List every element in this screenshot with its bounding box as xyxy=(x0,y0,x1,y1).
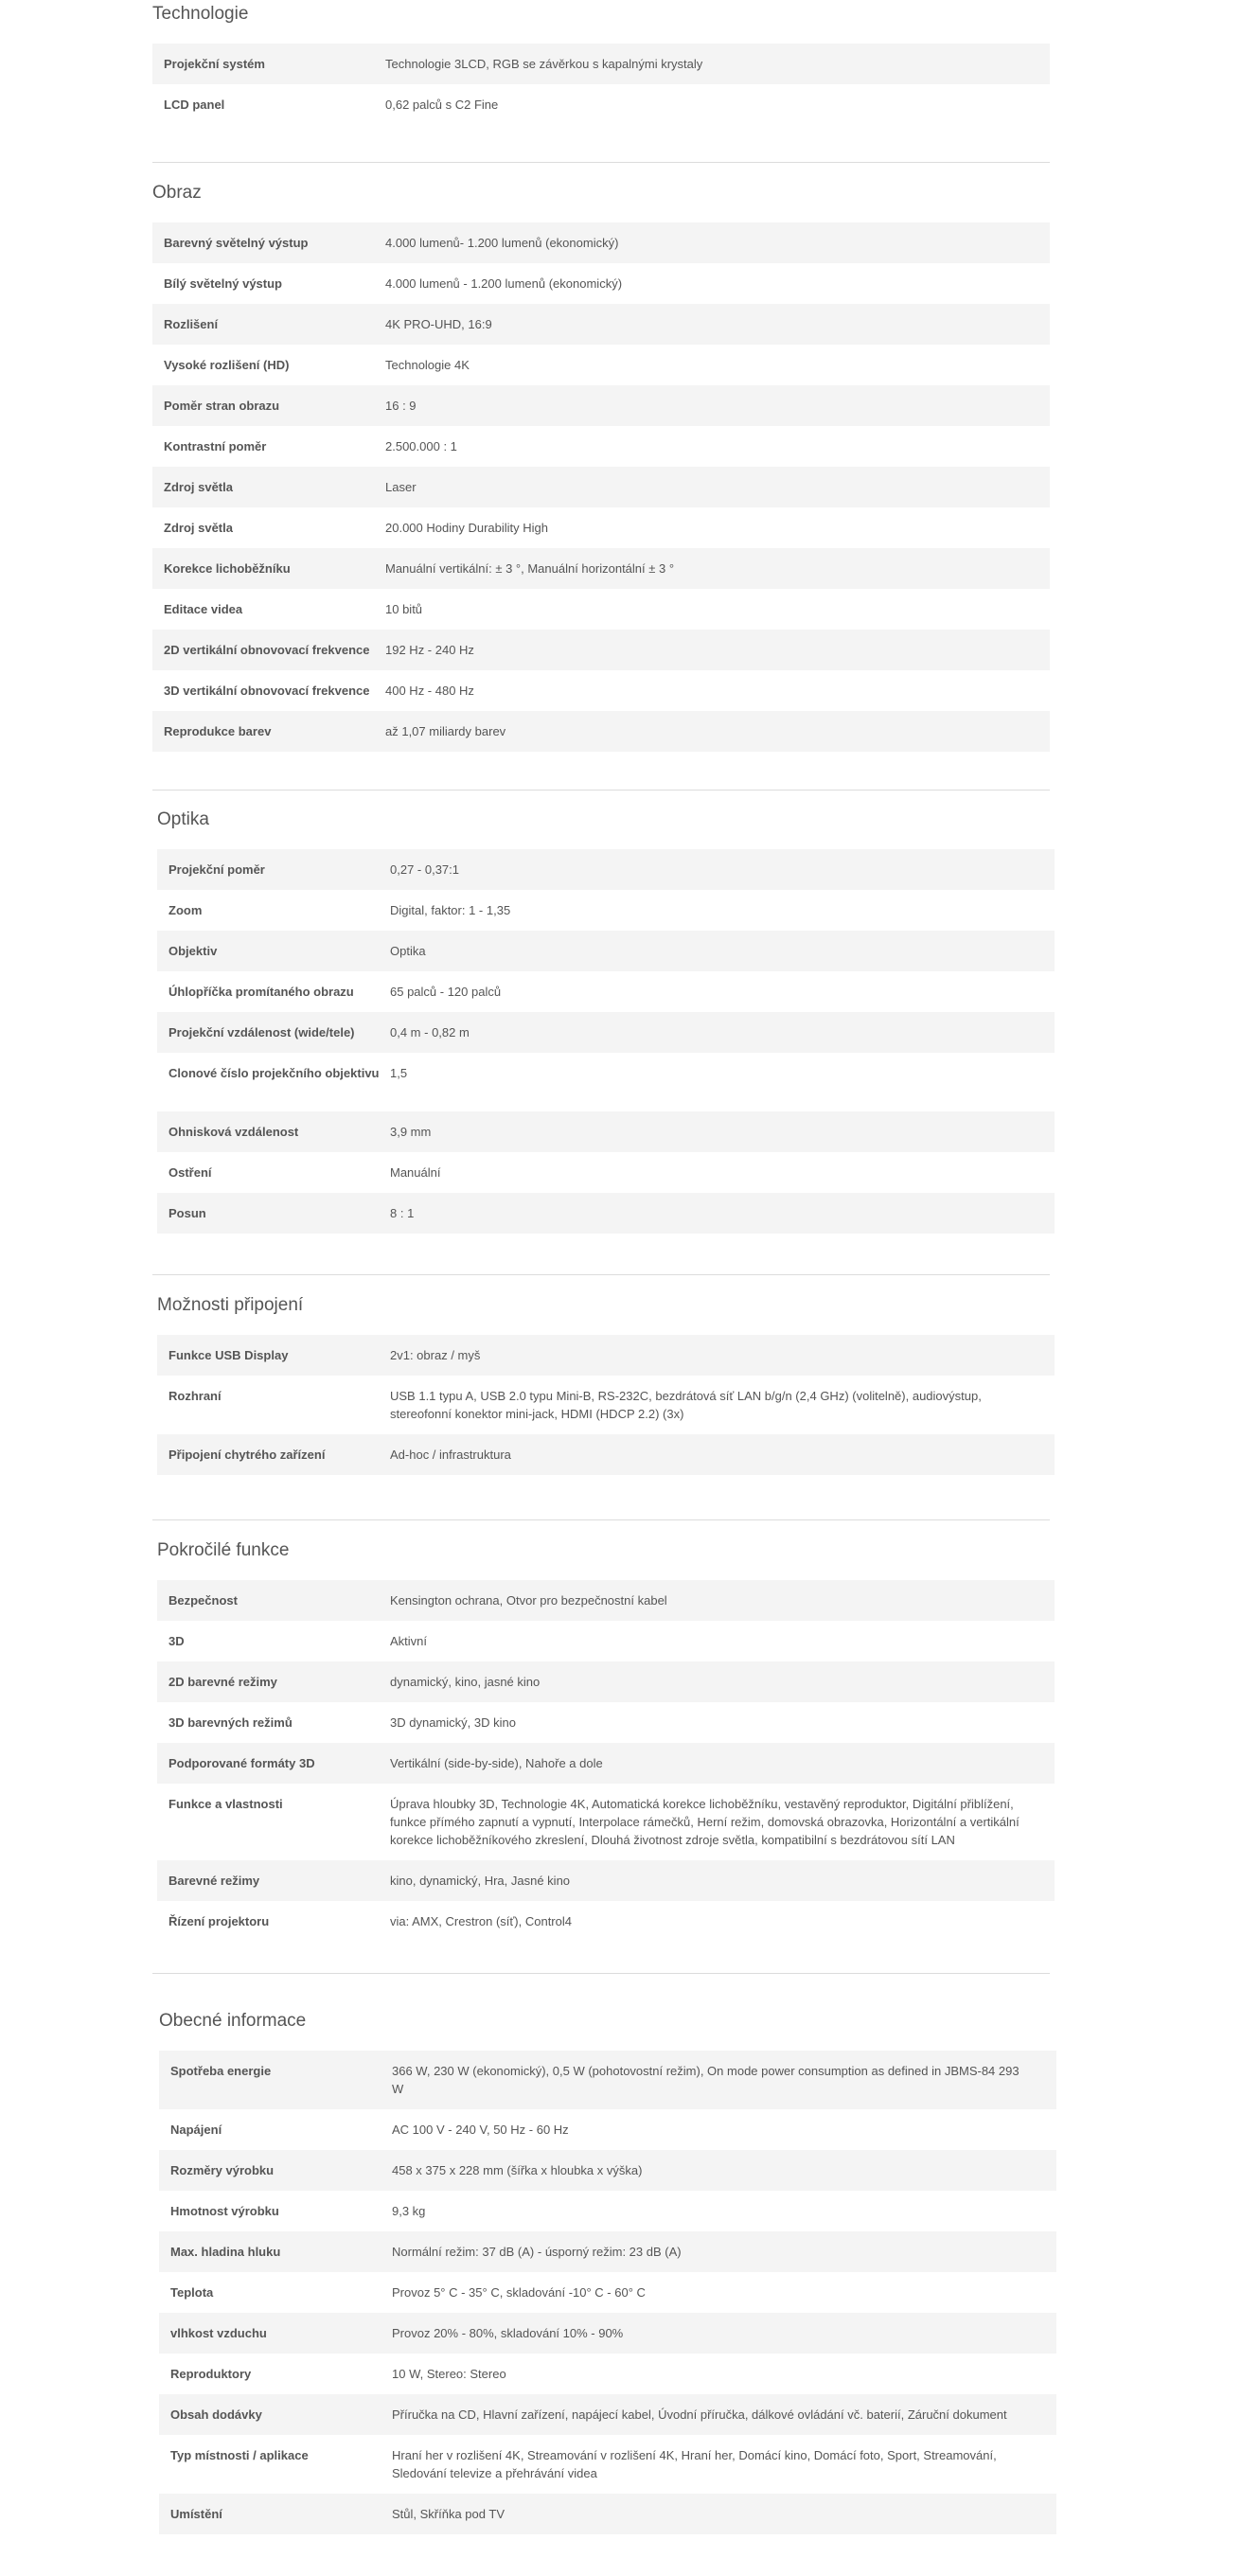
spec-value: 4K PRO-UHD, 16:9 xyxy=(385,317,492,331)
spec-row xyxy=(159,2272,1056,2313)
spec-value: 458 x 375 x 228 mm (šířka x hloubka x výška) xyxy=(392,2163,643,2177)
spec-value: 3,9 mm xyxy=(390,1125,432,1139)
spec-value: Ad-hoc / infrastruktura xyxy=(390,1448,511,1462)
spec-value: Kensington ochrana, Otvor pro bezpečnostní kabel xyxy=(390,1593,667,1608)
spec-row xyxy=(157,1434,1055,1475)
spec-value: USB 1.1 typu A, USB 2.0 typu Mini-B, RS-232C, bezdrátová síť LAN b/g/n (2,4 GHz) (volitelně), audiovýstup, stereofonní konektor mini-jack, HDMI (HDCP 2.2) (3x) xyxy=(390,1389,982,1421)
spec-value: 10 bitů xyxy=(385,602,423,616)
spec-label: Funkce USB Display xyxy=(168,1348,289,1362)
spec-row xyxy=(157,1901,1055,1942)
spec-row xyxy=(152,467,1050,507)
spec-row xyxy=(152,711,1050,752)
spec-row xyxy=(159,2494,1056,2534)
spec-row xyxy=(157,1784,1055,1860)
spec-label: Bezpečnost xyxy=(168,1593,238,1608)
spec-label: Připojení chytrého zařízení xyxy=(168,1448,326,1462)
spec-row xyxy=(152,222,1050,263)
spec-value: Příručka na CD, Hlavní zařízení, napájecí kabel, Úvodní příručka, dálkové ovládání vč. baterií, Záruční dokument xyxy=(392,2407,1007,2422)
spec-row xyxy=(157,1193,1055,1234)
spec-row xyxy=(152,507,1050,548)
section-divider xyxy=(152,1274,1050,1275)
spec-label: Rozlišení xyxy=(164,317,219,331)
spec-label: Rozhraní xyxy=(168,1389,222,1403)
spec-value: až 1,07 miliardy barev xyxy=(385,724,506,738)
spec-label: 2D vertikální obnovovací frekvence xyxy=(164,643,370,657)
spec-row xyxy=(157,1111,1055,1152)
spec-label: Korekce lichoběžníku xyxy=(164,561,291,576)
spec-value: 8 : 1 xyxy=(390,1206,415,1220)
spec-value: 3D dynamický, 3D kino xyxy=(390,1715,516,1730)
spec-label: Kontrastní poměr xyxy=(164,439,267,453)
spec-value: 10 W, Stereo: Stereo xyxy=(392,2367,506,2381)
spec-label: Spotřeba energie xyxy=(170,2064,272,2078)
spec-row xyxy=(157,971,1055,1012)
spec-label: 3D xyxy=(168,1634,185,1648)
spec-label: 2D barevné režimy xyxy=(168,1675,277,1689)
spec-table xyxy=(157,1335,1055,1475)
spec-row xyxy=(157,1860,1055,1901)
spec-value: AC 100 V - 240 V, 50 Hz - 60 Hz xyxy=(392,2123,569,2137)
spec-label: Posun xyxy=(168,1206,206,1220)
spec-row xyxy=(157,1053,1055,1111)
spec-value: 4.000 lumenů- 1.200 lumenů (ekonomický) xyxy=(385,236,619,250)
spec-label: Max. hladina hluku xyxy=(170,2245,281,2259)
spec-label: Teplota xyxy=(170,2285,214,2300)
spec-row xyxy=(159,2313,1056,2354)
spec-table xyxy=(157,1580,1055,1942)
spec-row xyxy=(157,1152,1055,1193)
spec-label: Barevné režimy xyxy=(168,1874,260,1888)
spec-row xyxy=(157,1376,1055,1434)
section-title: Obraz xyxy=(152,183,202,203)
spec-row xyxy=(159,2435,1056,2494)
spec-row xyxy=(152,84,1050,125)
section-title: Pokročilé funkce xyxy=(157,1540,290,1560)
spec-label: Projekční poměr xyxy=(168,862,265,877)
section-divider xyxy=(152,790,1050,791)
spec-row xyxy=(157,1621,1055,1661)
spec-label: Clonové číslo projekčního objektivu xyxy=(168,1066,380,1080)
spec-label: Napájení xyxy=(170,2123,222,2137)
spec-row xyxy=(159,2191,1056,2231)
spec-label: Reproduktory xyxy=(170,2367,252,2381)
spec-row xyxy=(159,2150,1056,2191)
spec-row xyxy=(159,2051,1056,2109)
spec-label: Ostření xyxy=(168,1165,212,1180)
spec-value: Stůl, Skříňka pod TV xyxy=(392,2507,505,2521)
spec-label: Barevný světelný výstup xyxy=(164,236,309,250)
spec-label: LCD panel xyxy=(164,98,225,112)
spec-value: Technologie 4K xyxy=(385,358,470,372)
spec-value: Provoz 5° C - 35° C, skladování -10° C - 60° C xyxy=(392,2285,646,2300)
spec-row xyxy=(152,548,1050,589)
spec-value: 0,62 palců s C2 Fine xyxy=(385,98,499,112)
spec-row xyxy=(157,890,1055,931)
spec-value: 9,3 kg xyxy=(392,2204,426,2218)
section-title: Obecné informace xyxy=(159,2011,307,2031)
spec-value: 1,5 xyxy=(390,1066,408,1080)
spec-label: Zdroj světla xyxy=(164,521,233,535)
spec-row xyxy=(157,931,1055,971)
spec-value: 4.000 lumenů - 1.200 lumenů (ekonomický) xyxy=(385,276,623,291)
spec-value: Aktivní xyxy=(390,1634,428,1648)
spec-value: 192 Hz - 240 Hz xyxy=(385,643,474,657)
spec-value: via: AMX, Crestron (síť), Control4 xyxy=(390,1914,572,1928)
section-divider xyxy=(152,1519,1050,1520)
spec-value: Normální režim: 37 dB (A) - úsporný režim: 23 dB (A) xyxy=(392,2245,682,2259)
spec-row xyxy=(159,2394,1056,2435)
spec-row xyxy=(157,1661,1055,1702)
spec-value: 2v1: obraz / myš xyxy=(390,1348,481,1362)
spec-label: 3D barevných režimů xyxy=(168,1715,293,1730)
spec-value: 65 palců - 120 palců xyxy=(390,985,502,999)
spec-label: Rozměry výrobku xyxy=(170,2163,275,2177)
section-title: Technologie xyxy=(152,4,249,24)
spec-label: Zdroj světla xyxy=(164,480,233,494)
spec-label: Funkce a vlastnosti xyxy=(168,1797,283,1811)
spec-label: Projekční vzdálenost (wide/tele) xyxy=(168,1025,355,1039)
spec-row xyxy=(157,1743,1055,1784)
spec-label: Podporované formáty 3D xyxy=(168,1756,315,1770)
spec-label: Objektiv xyxy=(168,944,218,958)
spec-value: Provoz 20% - 80%, skladování 10% - 90% xyxy=(392,2326,624,2340)
spec-label: Reprodukce barev xyxy=(164,724,272,738)
spec-value: kino, dynamický, Hra, Jasné kino xyxy=(390,1874,571,1888)
spec-value: 20.000 Hodiny Durability High xyxy=(385,521,548,535)
spec-value: 366 W, 230 W (ekonomický), 0,5 W (pohotovostní režim), On mode power consumption as defined in JBMS-84 293 W xyxy=(392,2064,1020,2096)
spec-row xyxy=(157,1012,1055,1053)
spec-row xyxy=(159,2109,1056,2150)
section-title: Optika xyxy=(157,809,209,829)
section-divider xyxy=(152,162,1050,163)
spec-row xyxy=(152,426,1050,467)
spec-value: Digital, faktor: 1 - 1,35 xyxy=(390,903,511,917)
spec-row xyxy=(152,44,1050,84)
spec-label: Bílý světelný výstup xyxy=(164,276,282,291)
spec-value: 2.500.000 : 1 xyxy=(385,439,457,453)
spec-label: Ohnisková vzdálenost xyxy=(168,1125,299,1139)
spec-value: 0,27 - 0,37:1 xyxy=(390,862,459,877)
spec-value: Vertikální (side-by-side), Nahoře a dole xyxy=(390,1756,603,1770)
spec-label: Typ místnosti / aplikace xyxy=(170,2448,309,2462)
spec-label: Úhlopříčka promítaného obrazu xyxy=(168,985,354,999)
spec-value: 16 : 9 xyxy=(385,399,417,413)
spec-row xyxy=(157,1335,1055,1376)
spec-value: 0,4 m - 0,82 m xyxy=(390,1025,470,1039)
section-title: Možnosti připojení xyxy=(157,1295,304,1315)
spec-label: Poměr stran obrazu xyxy=(164,399,280,413)
spec-table xyxy=(159,2051,1056,2534)
spec-value: Manuální vertikální: ± 3 °, Manuální horizontální ± 3 ° xyxy=(385,561,675,576)
spec-table xyxy=(152,44,1050,125)
spec-label: Obsah dodávky xyxy=(170,2407,262,2422)
spec-value: 400 Hz - 480 Hz xyxy=(385,684,474,698)
spec-value: Technologie 3LCD, RGB se závěrkou s kapalnými krystaly xyxy=(385,57,703,71)
spec-row xyxy=(152,385,1050,426)
spec-value: dynamický, kino, jasné kino xyxy=(390,1675,541,1689)
spec-value: Manuální xyxy=(390,1165,441,1180)
spec-label: Umístění xyxy=(170,2507,222,2521)
spec-label: vlhkost vzduchu xyxy=(170,2326,267,2340)
spec-row xyxy=(152,345,1050,385)
spec-value: Úprava hloubky 3D, Technologie 4K, Automatická korekce lichoběžníku, vestavěný reproduktor, Digitální přiblížení, funkce přímého zapnutí a vypnutí, Interpolace rámečků, Herní režim, domovská obrazovka, Horizontální a vertikální korekce lichoběžníkového zkreslení, Dlouhá životnost zdroje světla, kompatibilní s bezdrátovou sítí LAN xyxy=(390,1797,1020,1847)
spec-row xyxy=(157,1580,1055,1621)
spec-label: Editace videa xyxy=(164,602,243,616)
spec-row xyxy=(152,630,1050,670)
spec-label: Projekční systém xyxy=(164,57,265,71)
spec-value: Laser xyxy=(385,480,417,494)
spec-value: Hraní her v rozlišení 4K, Streamování v rozlišení 4K, Hraní her, Domácí kino, Domácí foto, Sport, Streamování, Sledování televize a přehrávání videa xyxy=(392,2448,997,2480)
spec-row xyxy=(159,2354,1056,2394)
spec-label: Vysoké rozlišení (HD) xyxy=(164,358,290,372)
section-divider xyxy=(152,1973,1050,1974)
spec-row xyxy=(157,849,1055,890)
spec-row xyxy=(152,304,1050,345)
spec-row xyxy=(159,2231,1056,2272)
spec-label: 3D vertikální obnovovací frekvence xyxy=(164,684,370,698)
spec-row xyxy=(152,263,1050,304)
spec-value: Optika xyxy=(390,944,426,958)
spec-table xyxy=(152,222,1050,752)
spec-row xyxy=(157,1702,1055,1743)
spec-row xyxy=(152,589,1050,630)
spec-label: Hmotnost výrobku xyxy=(170,2204,279,2218)
spec-label: Řízení projektoru xyxy=(168,1914,270,1928)
spec-label: Zoom xyxy=(168,903,203,917)
spec-row xyxy=(152,670,1050,711)
spec-table xyxy=(157,849,1055,1234)
